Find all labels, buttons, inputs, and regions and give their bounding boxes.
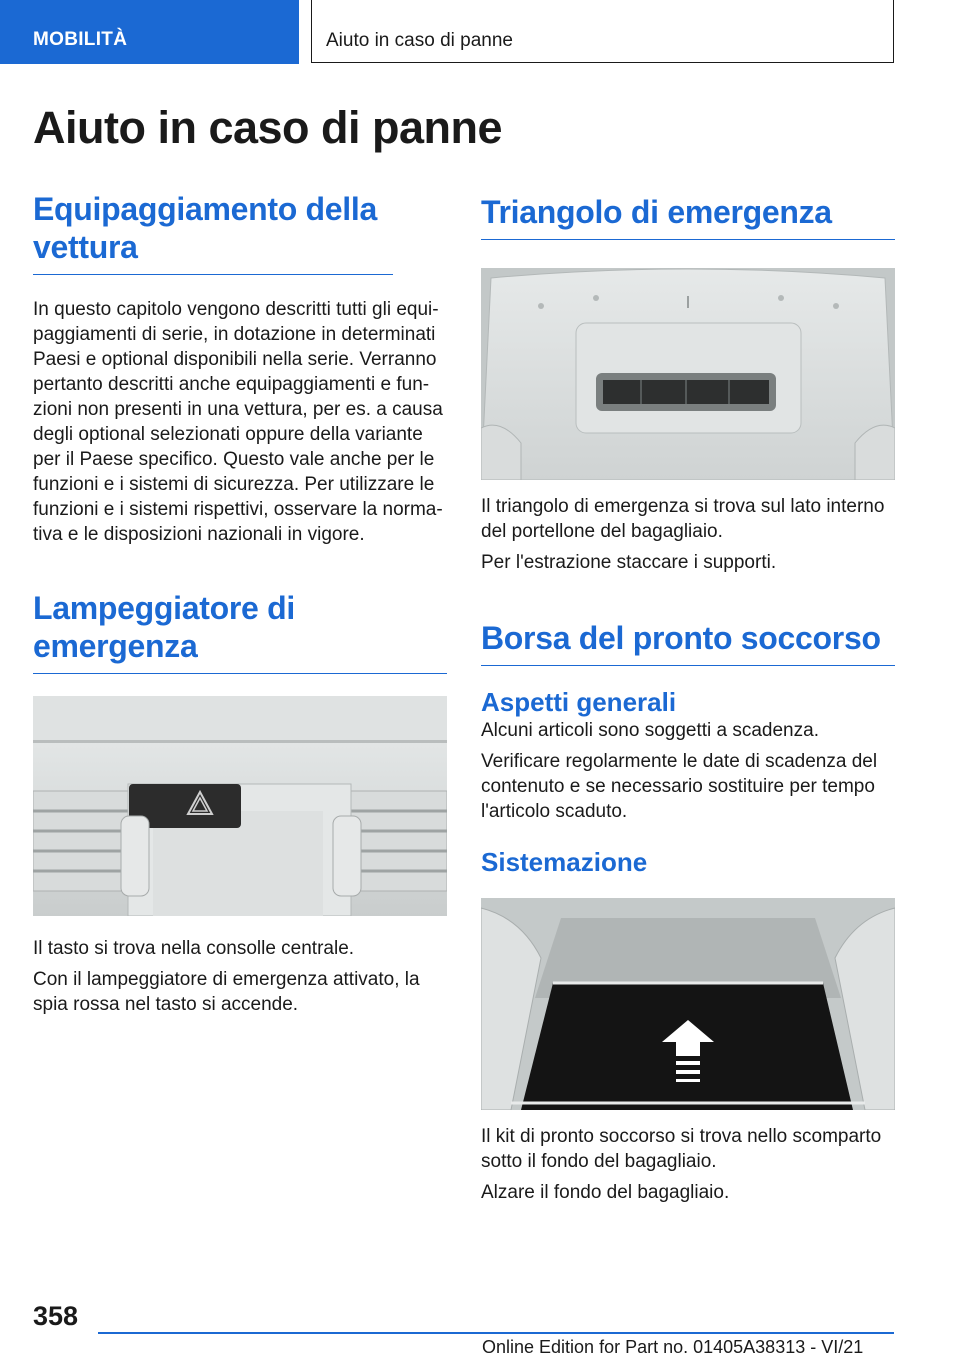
- text-line: spia rossa nel tasto si accende.: [33, 994, 299, 1015]
- hazard-button-image: [33, 696, 447, 916]
- check-expiry-text: [481, 749, 895, 824]
- triangle-location-text: [481, 494, 895, 544]
- first-aid-location-image: [481, 898, 895, 1110]
- heading-line: Lampeggiatore di: [33, 590, 295, 626]
- text-line: Il kit di pronto soccorso si trova nello scomparto: [481, 1126, 882, 1147]
- section-tab: [0, 0, 299, 64]
- text-line: pertanto descritti anche equipaggiamenti e fun-: [33, 374, 430, 395]
- page-title: Aiuto in caso di panne: [33, 102, 503, 153]
- text-line: paggiamenti di serie, in dotazione in determinati: [33, 324, 436, 345]
- footer-rule: [98, 1332, 894, 1334]
- text-line: l'articolo scaduto.: [481, 801, 628, 822]
- heading-first-aid-kit: Borsa del pronto soccorso: [481, 619, 895, 666]
- text-line: Verificare regolarmente le date di scadenza del: [481, 751, 878, 772]
- section-label: MOBILITÀ: [33, 29, 128, 50]
- chapter-header: [311, 0, 894, 63]
- text-line: funzioni e i sistemi rispettivi, osservare la norma-: [33, 499, 443, 520]
- heading-vehicle-equipment: Equipaggiamento della vettura: [33, 190, 393, 275]
- text-line: tiva e le disposizioni nazionali in vigore.: [33, 524, 365, 545]
- text-line: zioni non presenti in una vettura, per es. a causa: [33, 399, 443, 420]
- text-line: Il triangolo di emergenza si trova sul lato interno: [481, 496, 885, 517]
- text-line: In questo capitolo vengono descritti tutti gli equi-: [33, 299, 439, 320]
- text-line: funzioni e i sistemi di sicurezza. Per utilizzare le: [33, 474, 435, 495]
- hazard-location-text: Il tasto si trova nella consolle centrale.: [33, 938, 355, 959]
- left-column: [33, 190, 447, 1017]
- text-line: sotto il fondo del bagagliaio.: [481, 1151, 717, 1172]
- text-line: Paesi e optional disponibili nella serie. Verranno: [33, 349, 437, 370]
- triangle-removal-text: Per l'estrazione staccare i supporti.: [481, 552, 777, 573]
- hazard-indicator-text: [33, 967, 447, 1017]
- page-number: 358: [33, 1301, 79, 1331]
- warning-triangle-image: [481, 268, 895, 480]
- chapter-label: Aiuto in caso di panne: [326, 30, 513, 51]
- heading-warning-triangle: Triangolo di emergenza: [481, 190, 895, 240]
- heading-line: emergenza: [33, 628, 198, 664]
- heading-hazard-lights: [33, 589, 447, 674]
- kit-location-text: [481, 1124, 895, 1174]
- lift-floor-text: Alzare il fondo del bagagliaio.: [481, 1182, 730, 1203]
- right-column: [481, 190, 895, 1205]
- text-line: Con il lampeggiatore di emergenza attivato, la: [33, 969, 420, 990]
- text-line: contenuto e se necessario sostituire per tempo: [481, 776, 875, 797]
- text-line: per il Paese specifico. Questo vale anche per le: [33, 449, 435, 470]
- heading-storage: Sistemazione: [481, 847, 648, 877]
- text-line: del portellone del bagagliaio.: [481, 521, 723, 542]
- equipment-paragraph: [33, 297, 447, 547]
- text-line: degli optional selezionati oppure della variante: [33, 424, 423, 445]
- expiry-text: Alcuni articoli sono soggetti a scadenza.: [481, 720, 819, 741]
- heading-general: Aspetti generali: [481, 687, 677, 717]
- edition-footer: Online Edition for Part no. 01405A38313 - VI/21: [482, 1337, 864, 1357]
